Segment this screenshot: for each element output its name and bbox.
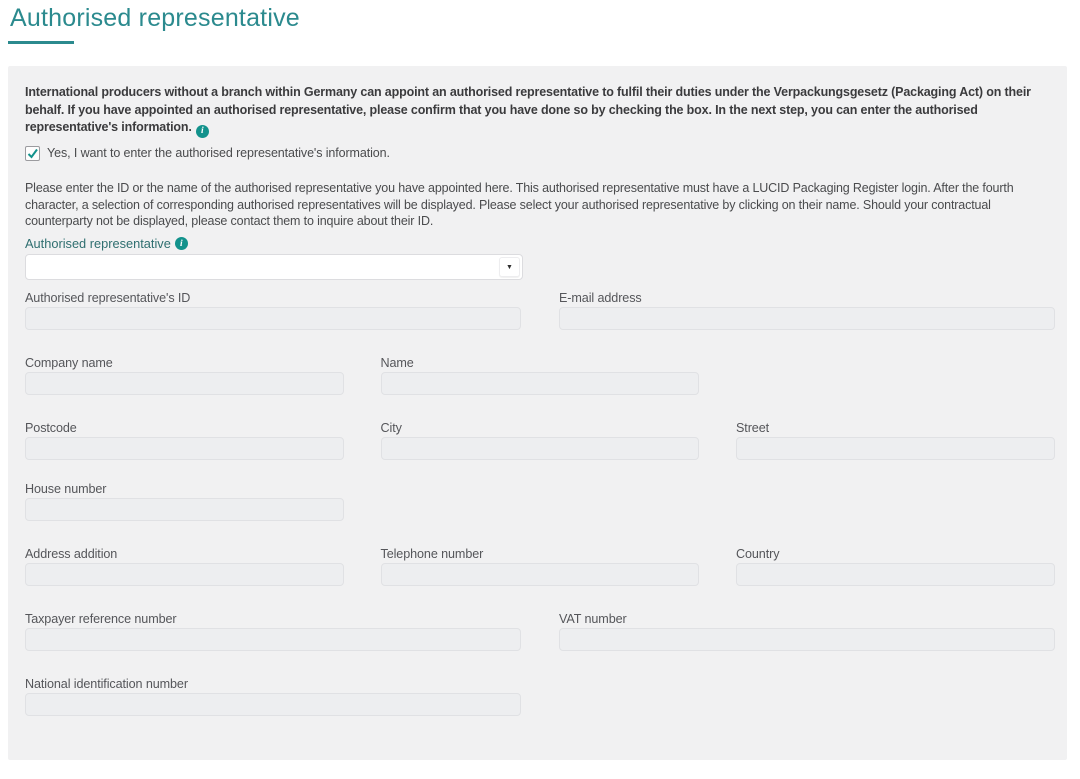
field-city [381, 422, 700, 460]
telephone-number-label: Telephone number [380, 547, 484, 561]
info-icon[interactable]: i [175, 237, 188, 250]
form-row [25, 483, 1055, 521]
field-authorised-representative-id [25, 292, 521, 330]
field-telephone-number [381, 548, 700, 586]
company-name-label: Company name [25, 356, 113, 370]
field-name [381, 357, 700, 395]
address-addition-input [25, 563, 344, 586]
field-email-address [559, 292, 1055, 330]
form-row [25, 613, 1055, 651]
combobox-dropdown-button[interactable] [499, 257, 520, 277]
postcode-label: Postcode [25, 421, 77, 435]
city-input [381, 437, 700, 460]
confirm-checkbox-label: Yes, I want to enter the authorised representative's information. [47, 146, 390, 160]
field-vat-number [559, 613, 1055, 651]
form-row [25, 292, 1055, 330]
telephone-number-input [381, 563, 700, 586]
page-title: Authorised representative [10, 4, 300, 32]
field-street [736, 422, 1055, 460]
representative-select-label: Authorised representative [25, 236, 171, 251]
form-row [25, 422, 1055, 460]
country-label: Country [736, 547, 780, 561]
info-icon[interactable]: i [196, 125, 209, 138]
checkmark-icon [26, 147, 39, 160]
email-address-input [559, 307, 1055, 330]
national-identification-number-label: National identification number [25, 677, 188, 691]
confirm-checkbox[interactable] [25, 146, 40, 161]
house-number-label: House number [25, 482, 107, 496]
address-addition-label: Address addition [25, 547, 118, 561]
field-address-addition [25, 548, 344, 586]
national-identification-number-input [25, 693, 521, 716]
postcode-input [25, 437, 344, 460]
city-label: City [380, 421, 402, 435]
email-address-label: E-mail address [559, 291, 642, 305]
field-country [736, 548, 1055, 586]
name-input [381, 372, 700, 395]
instructions-text: Please enter the ID or the name of the authorised representative you have appointed here. This authorised representative must have a LUCID Packaging Register login. After the fourth character, a selection of corresponding authorised representatives will be displayed. Please select your authorised representative by clicking on their name. Should your contractual counterparty not be displayed, please contact them to inquire about their ID. [25, 181, 1014, 228]
form-row [25, 678, 1055, 716]
vat-number-input [559, 628, 1055, 651]
authorised-representative-id-input [25, 307, 521, 330]
house-number-input [25, 498, 344, 521]
intro-text-content: International producers without a branch within Germany can appoint an authorised representative to fulfil their duties under the Verpackungsgesetz (Packaging Act) on their behalf. If you have appointed an authorised representative, please confirm that you have done so by checking the box. In the next step, you can enter the authorised representative's information. [25, 85, 1031, 134]
authorised-representative-combobox[interactable] [25, 254, 523, 280]
form-row [25, 357, 1055, 395]
country-input [736, 563, 1055, 586]
representative-select-label-row [25, 236, 188, 251]
vat-number-label: VAT number [559, 612, 627, 626]
street-input [736, 437, 1055, 460]
taxpayer-reference-number-input [25, 628, 521, 651]
street-label: Street [736, 421, 769, 435]
field-national-identification-number [25, 678, 521, 716]
field-postcode [25, 422, 344, 460]
consent-checkbox-row [25, 144, 390, 162]
field-house-number [25, 483, 344, 521]
form-row [25, 548, 1055, 586]
intro-text [25, 84, 1031, 138]
taxpayer-reference-number-label: Taxpayer reference number [25, 612, 177, 626]
authorised-representative-panel [8, 66, 1067, 760]
title-underline [8, 41, 74, 44]
field-company-name [25, 357, 344, 395]
name-label: Name [380, 356, 414, 370]
field-taxpayer-reference-number [25, 613, 521, 651]
authorised-representative-id-label: Authorised representative's ID [25, 291, 191, 305]
chevron-down-icon: ▼ [506, 263, 513, 271]
company-name-input [25, 372, 344, 395]
